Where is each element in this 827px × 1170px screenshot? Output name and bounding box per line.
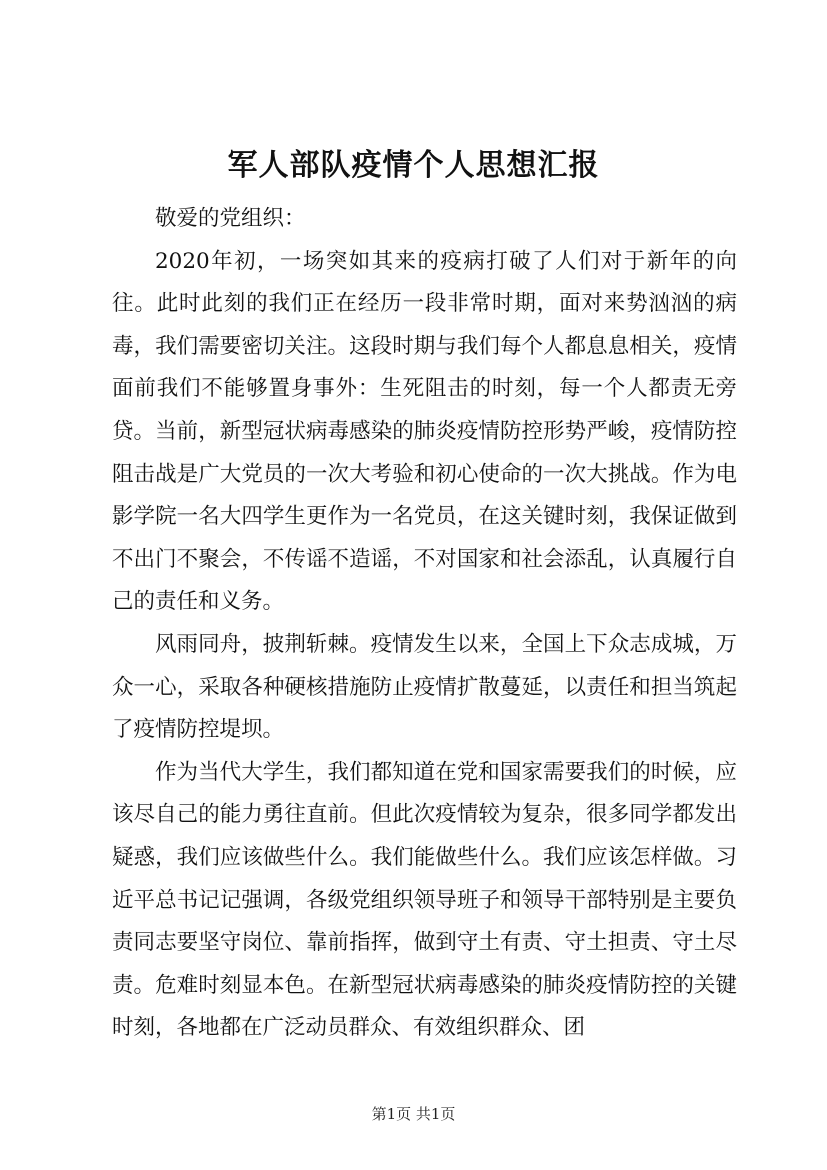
paragraph-2: 风雨同舟，披荆斩棘。疫情发生以来，全国上下众志成城，万众一心，采取各种硬核措施防止疫情扩散蔓延，以责任和担当筑起了疫情防控堤坝。 (112, 631, 737, 743)
paragraph-1: 2020年初，一场突如其来的疫病打破了人们对于新年的向往。此时此刻的我们正在经历一段非常时期，面对来势汹汹的病毒，我们需要密切关注。这段时期与我们每个人都息息相关，疫情面前我们不能够置身事外：生死阻击的时刻，每一个人都责无旁贷。当前，新型冠状病毒感染的肺炎疫情防控形势严峻，疫情防控阻击战是广大党员的一次大考验和初心使命的一次大挑战。作为电影学院一名大四学生更作为一名党员，在这关键时刻，我保证做到不出门不聚会，不传谣不造谣，不对国家和社会添乱，认真履行自己的责任和义务。 (112, 248, 737, 615)
document-body (112, 198, 737, 1050)
salutation: 敬爱的党组织： (155, 206, 306, 231)
paragraph-3: 作为当代大学生，我们都知道在党和国家需要我们的时候，应该尽自己的能力勇往直前。但此次疫情较为复杂，很多同学都发出疑惑，我们应该做些什么。我们能做些什么。我们应该怎样做。习近平总书记记强调，各级党组织领导班子和领导干部特别是主要负责同志要坚守岗位、靠前指挥，做到守土有责、守土担责、守土尽责。危难时刻显本色。在新型冠状病毒感染的肺炎疫情防控的关键时刻，各地都在广泛动员群众、有效组织群众、团 (112, 759, 737, 1041)
page-number-footer: 第1页 共1页 (371, 1105, 456, 1123)
document-title: 军人部队疫情个人思想汇报 (227, 148, 600, 183)
